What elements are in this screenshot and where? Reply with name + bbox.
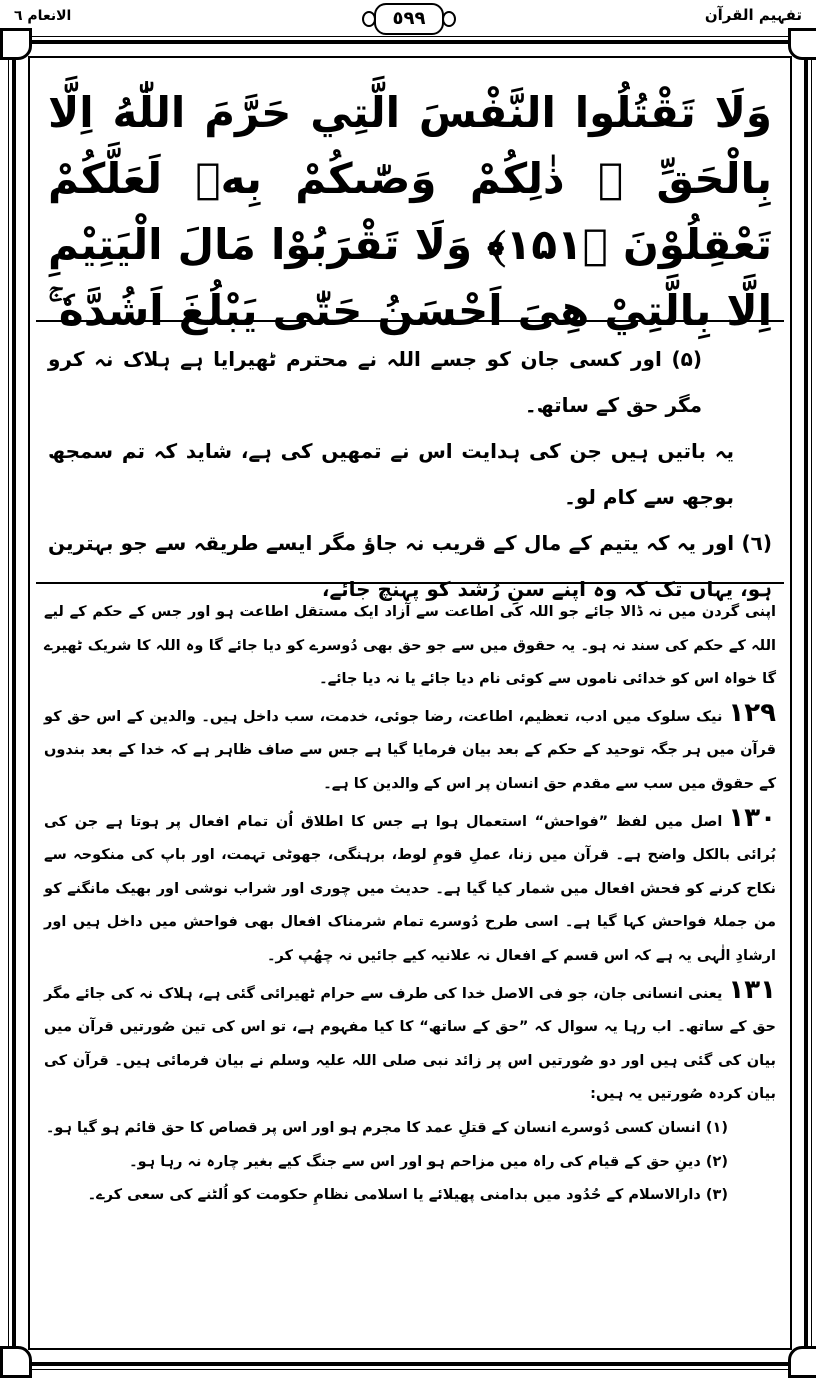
page-frame	[12, 40, 808, 1366]
footnote-131	[44, 974, 776, 1112]
footnote-number: ۱۲۹	[728, 697, 776, 728]
commentary-intro: اپنی گردن میں نہ ڈالا جائے جو اللہ کی اطاعت سے آزاد ایک مستقل اطاعت ہو اور جس کے حکم کے لیے اللہ کے حکم کی سند نہ ہو۔ یہ حقوق میں سے جو حق بھی دُوسرے کو دیا جائے گا وہ اللہ کا شریک ٹھیرے گا خواہ اس کو خدائی ناموں سے کوئی نام دیا جائے یا نہ دیا جائے۔	[44, 604, 776, 688]
list-item: (۱) انسان کسی دُوسرے انسان کے قتلِ عمد کا مجرم ہو اور اس پر قصاص کا حق قائم ہو گیا ہو۔	[45, 1119, 728, 1136]
frame-ornament	[0, 1346, 32, 1378]
footnote-number: ۱۳۱	[728, 974, 776, 1005]
footnote-text: یعنی انسانی جان، جو فی الاصل خدا کی طرف سے حرام ٹھیرائی گئی ہے، ہلاک نہ کی جائے مگر حق کے ساتھ۔ اب رہا یہ سوال کہ ”حق کے ساتھ“ کا کیا مفہوم ہے، تو اس کی تین صُورتیں قرآن میں بیان کی گئی ہیں اور دو صُورتیں اس پر زائد نبی صلی اللہ علیہ وسلم نے بیان فرمائی ہیں۔ قرآن کی بیان کردہ صُورتیں یہ ہیں:	[44, 985, 776, 1103]
translation-line: (٦) اور یہ کہ یتیم کے مال کے قریب نہ جاؤ مگر ایسے طریقہ سے جو بہترین ہو، یہاں تک کہ وہ اپنے سنِ رُشد کو پہنچ جائے،	[48, 531, 772, 601]
footnote-text: اصل میں لفظ ”فواحش“ استعمال ہوا ہے جس کا اطلاق اُن تمام افعال پر ہوتا ہے جن کی بُرائی بالکل واضح ہے۔ قرآن میں زنا، عملِ قومِ لوط، برہنگی، جھوٹی تہمت، اور باپ کی منکوحہ سے نکاح کرنے کو فحش افعال میں شمار کیا گیا ہے۔ حدیث میں چوری اور شراب نوشی اور بھیک مانگنے کو من جملۂ فواحش کہا گیا ہے۔ اسی طرح دُوسرے تمام شرمناک افعال بھی فواحش میں داخل ہیں اور ارشادِ الٰہی یہ ہے کہ اس قسم کے افعال نہ علانیہ کیے جائیں نہ چھُپ کر۔	[44, 813, 776, 964]
commentary	[30, 584, 790, 1213]
footnote-text: نیک سلوک میں ادب، تعظیم، اطاعت، رضا جوئی، خدمت، سب داخل ہیں۔ والدین کے اس حق کو قرآن میں ہر جگہ توحید کے حکم کے بعد بیان فرمایا گیا ہے جس سے صاف ظاہر ہے کہ خدا کے بعد بندوں کے حقوق میں سب سے مقدم حق انسان پر اس کے والدین کا ہے۔	[44, 708, 776, 792]
list-item: (۳) دارالاسلام کے حُدُود میں بدامنی پھیلائے یا اسلامی نظامِ حکومت کو اُلٹنے کی سعی کرے۔	[87, 1187, 728, 1204]
translation-line: یہ باتیں ہیں جن کی ہدایت اس نے تمھیں کی ہے، شاید کہ تم سمجھ بوجھ سے کام لو۔	[48, 439, 734, 509]
content-area	[28, 56, 792, 1350]
page-number: ٥٩٩	[374, 3, 444, 35]
footnote-130	[44, 802, 776, 974]
urdu-translation	[30, 322, 790, 601]
footnote-number: ۱۳۰	[728, 802, 776, 833]
frame-ornament	[788, 1346, 816, 1378]
arabic-ayah-text: وَلَا تَقْتُلُوا النَّفْسَ الَّتِي حَرَّمَ اللّٰهُ اِلَّا بِالْحَقِّ ۭ ذٰلِكُمْ وَصّٰىكُمْ بِهٖ لَعَلَّكُمْ تَعْقِلُوْنَ ﴿۱۵۱﴾ وَلَا تَقْرَبُوْا مَالَ الْيَتِيْمِ اِلَّا بِالَّتِيْ هِىَ اَحْسَنُ حَتّٰى يَبْلُغَ اَشُدَّهٗ ۚ	[48, 88, 773, 335]
frame-ornament	[788, 28, 816, 60]
book-title: تفہیم القرآن	[704, 6, 802, 24]
footnote-129	[44, 697, 776, 802]
list-item: (۲) دینِ حق کے قیام کی راہ میں مزاحم ہو اور اس سے جنگ کیے بغیر چارہ نہ رہا ہو۔	[129, 1153, 728, 1170]
surah-name: الانعام ٦	[14, 8, 72, 24]
translation-line: (۵) اور کسی جان کو جسے اللہ نے محترم ٹھیرایا ہے ہلاک نہ کرو مگر حق کے ساتھ۔	[48, 347, 702, 417]
